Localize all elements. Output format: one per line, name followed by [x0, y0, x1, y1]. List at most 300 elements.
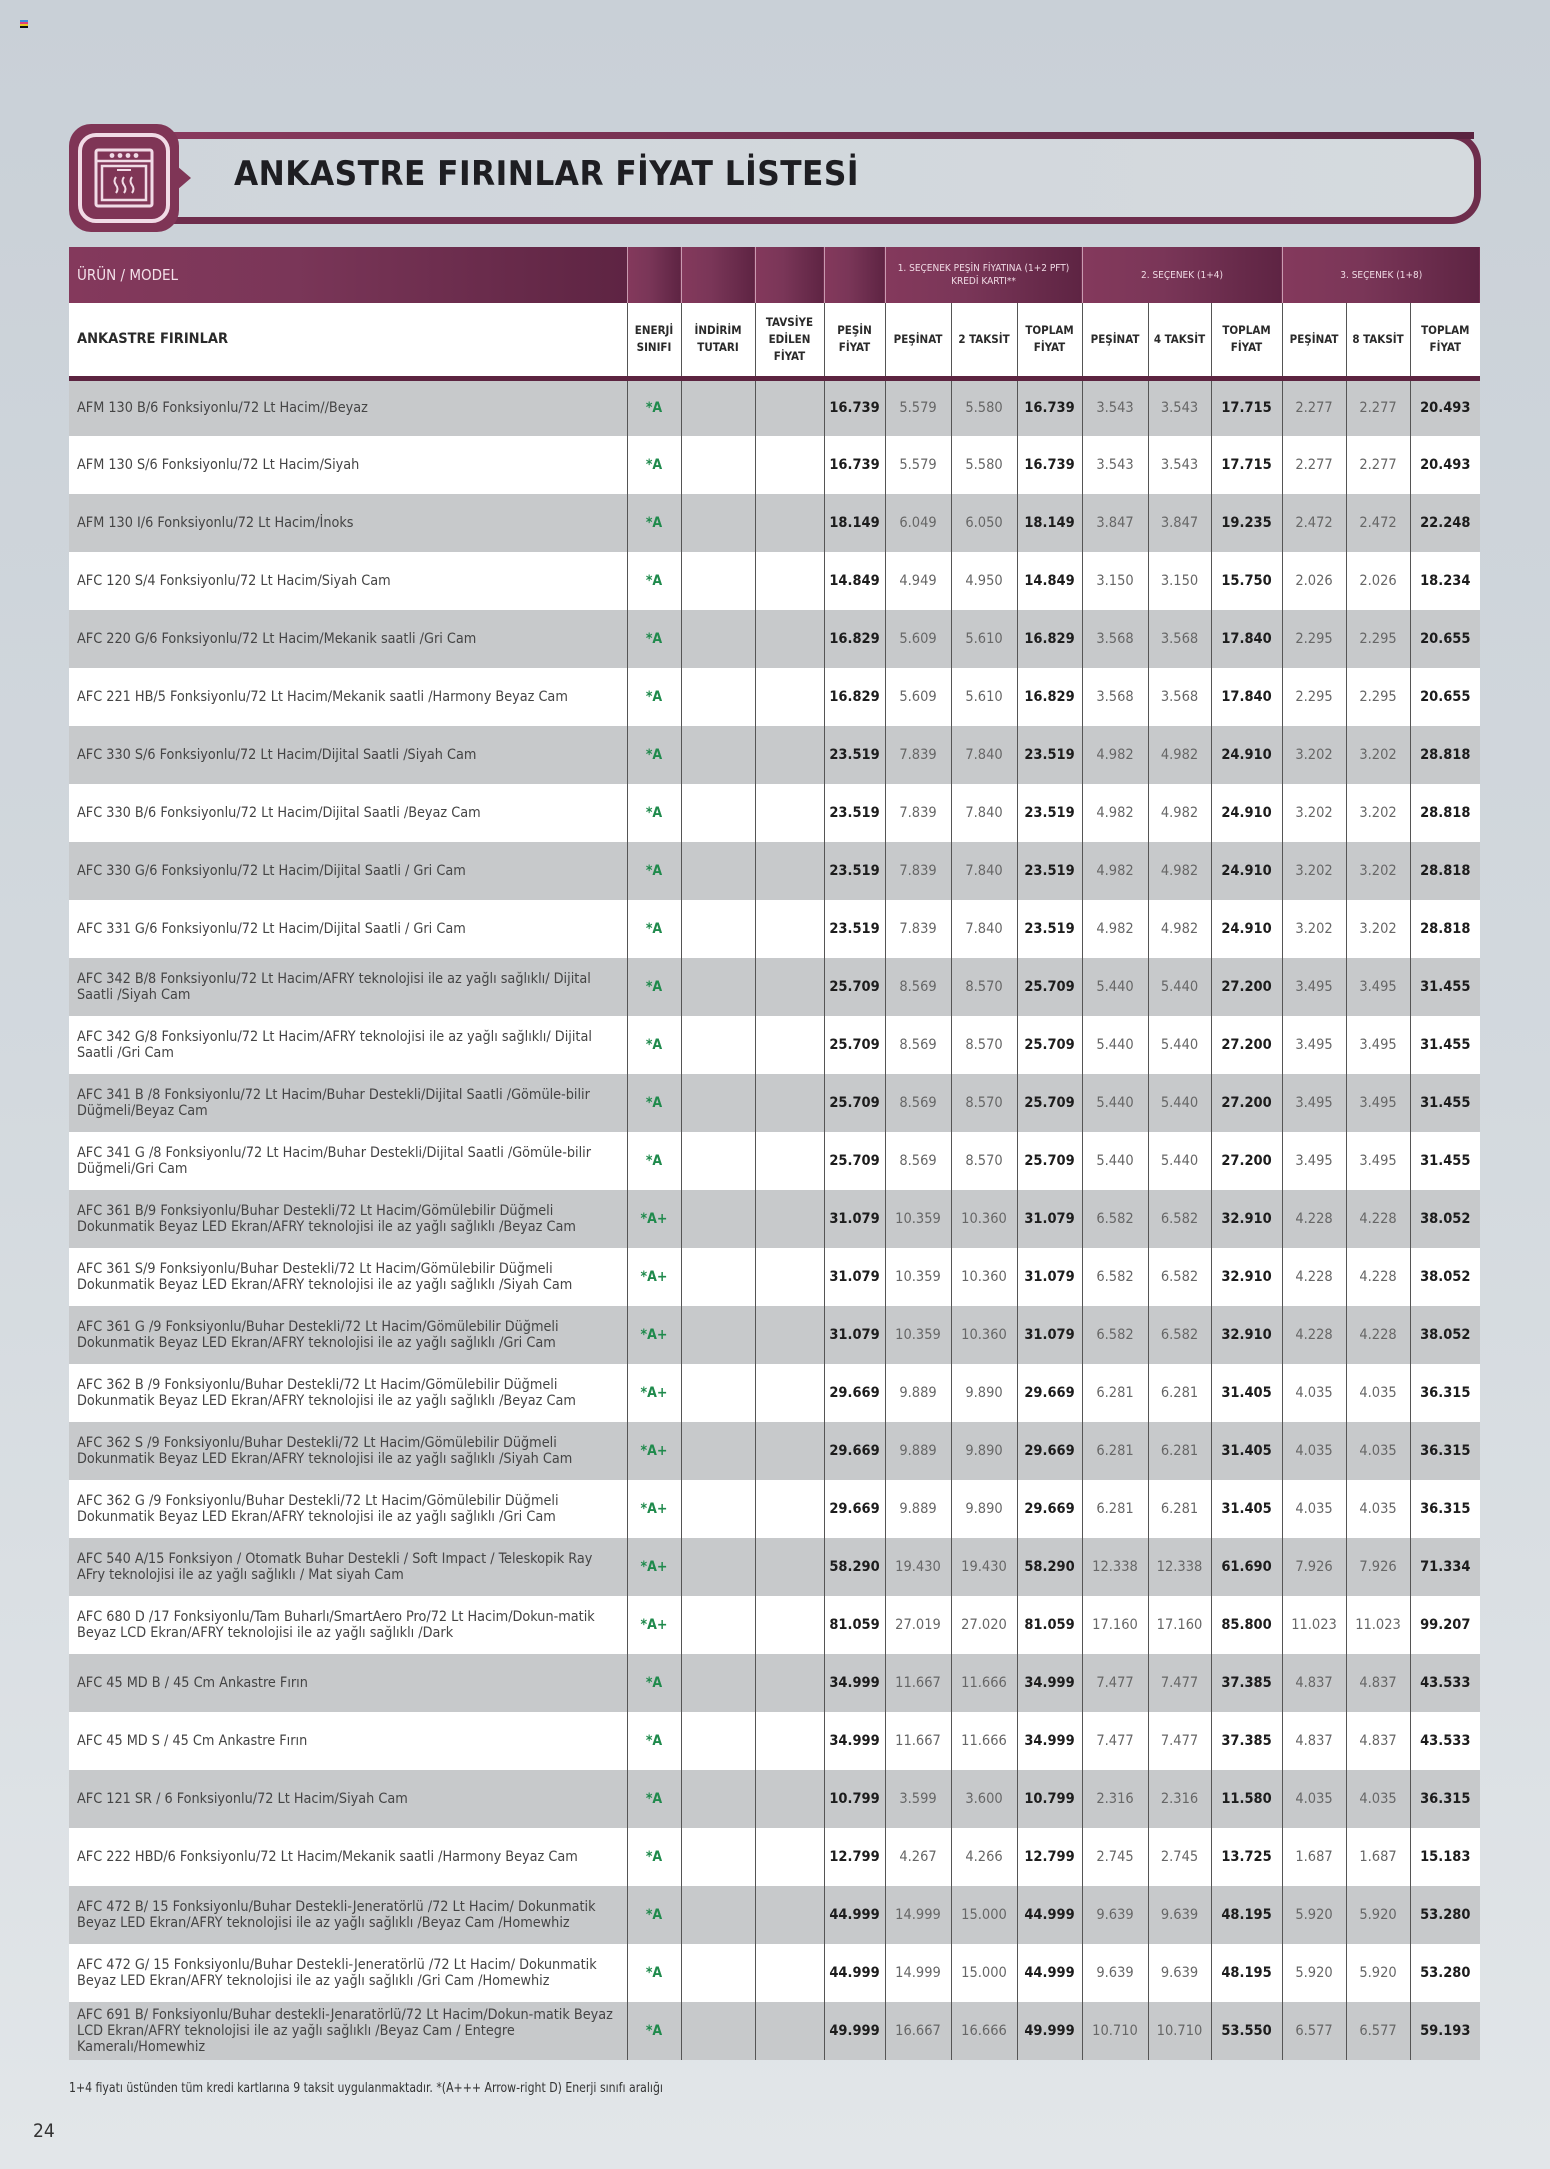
o3-down-payment-cell: 3.495	[1282, 958, 1346, 1016]
o1-down-payment-cell: 8.569	[885, 1016, 951, 1074]
o2-total-cell: 32.910	[1211, 1306, 1282, 1364]
o2-installment-cell: 5.440	[1148, 1074, 1211, 1132]
recommended-price-cell	[755, 1306, 824, 1364]
o3-total-cell: 59.193	[1410, 2002, 1480, 2060]
o3-total-cell: 31.455	[1410, 1074, 1480, 1132]
o2-total-cell: 27.200	[1211, 1132, 1282, 1190]
o3-down-payment-cell: 2.277	[1282, 378, 1346, 436]
o1-down-payment-cell: 9.889	[885, 1364, 951, 1422]
model-cell: AFC 472 B/ 15 Fonksiyonlu/Buhar Destekli-Jeneratörlü /72 Lt Hacim/ Dokunmatik Beyaz LED Ekran/AFRY teknolojisi ile az yağlı sağlıklı /Beyaz Cam /Homewhiz	[69, 1886, 627, 1944]
o1-installment-cell: 8.570	[951, 1016, 1017, 1074]
energy-class-cell: *A	[627, 2002, 681, 2060]
o3-installment-cell: 3.202	[1346, 842, 1410, 900]
o2-total-cell: 32.910	[1211, 1190, 1282, 1248]
header-option-1: 1. SEÇENEK PEŞİN FİYATINA (1+2 PFT) KREDİ KARTI**	[885, 247, 1082, 303]
o2-installment-cell: 6.582	[1148, 1306, 1211, 1364]
energy-class-cell: *A	[627, 726, 681, 784]
o2-total-cell: 31.405	[1211, 1480, 1282, 1538]
o1-total-cell: 44.999	[1017, 1944, 1082, 2002]
o3-down-payment-cell: 3.202	[1282, 726, 1346, 784]
o3-total-cell: 38.052	[1410, 1248, 1480, 1306]
o2-down-payment-cell: 2.745	[1082, 1828, 1148, 1886]
table-row	[69, 1190, 1480, 1248]
o3-down-payment-cell: 4.228	[1282, 1248, 1346, 1306]
o1-total-cell: 34.999	[1017, 1654, 1082, 1712]
o1-installment-cell: 5.580	[951, 436, 1017, 494]
recommended-price-cell	[755, 1480, 824, 1538]
model-cell: AFC 222 HBD/6 Fonksiyonlu/72 Lt Hacim/Mekanik saatli /Harmony Beyaz Cam	[69, 1828, 627, 1886]
o3-down-payment-cell: 7.926	[1282, 1538, 1346, 1596]
o3-down-payment-cell: 2.472	[1282, 494, 1346, 552]
header-discount: İNDİRİM TUTARI	[681, 303, 755, 378]
cash-price-cell: 34.999	[824, 1712, 885, 1770]
o2-down-payment-cell: 6.281	[1082, 1422, 1148, 1480]
o3-down-payment-cell: 3.495	[1282, 1132, 1346, 1190]
o3-down-payment-cell: 3.202	[1282, 784, 1346, 842]
o2-down-payment-cell: 5.440	[1082, 1074, 1148, 1132]
o2-total-cell: 17.840	[1211, 610, 1282, 668]
model-cell: AFC 342 G/8 Fonksiyonlu/72 Lt Hacim/AFRY teknolojisi ile az yağlı sağlıklı/ Dijital Saatli /Gri Cam	[69, 1016, 627, 1074]
header-o3-installment: 8 TAKSİT	[1346, 303, 1410, 378]
o1-installment-cell: 4.266	[951, 1828, 1017, 1886]
o3-installment-cell: 4.035	[1346, 1770, 1410, 1828]
o1-installment-cell: 16.666	[951, 2002, 1017, 2060]
o3-down-payment-cell: 11.023	[1282, 1596, 1346, 1654]
cash-price-cell: 16.829	[824, 610, 885, 668]
table-row	[69, 1944, 1480, 2002]
o1-installment-cell: 5.580	[951, 378, 1017, 436]
o3-installment-cell: 4.837	[1346, 1654, 1410, 1712]
o2-total-cell: 24.910	[1211, 900, 1282, 958]
footnote: 1+4 fiyatı üstünden tüm kredi kartlarına 9 taksit uygulanmaktadır. *(A+++ Arrow-right D) Enerji sınıfı aralığı	[69, 2080, 663, 2096]
o3-total-cell: 99.207	[1410, 1596, 1480, 1654]
o3-installment-cell: 3.495	[1346, 1074, 1410, 1132]
o2-down-payment-cell: 7.477	[1082, 1654, 1148, 1712]
o3-total-cell: 43.533	[1410, 1712, 1480, 1770]
o1-installment-cell: 8.570	[951, 958, 1017, 1016]
discount-cell	[681, 1944, 755, 2002]
o2-installment-cell: 6.582	[1148, 1190, 1211, 1248]
energy-class-cell: *A+	[627, 1306, 681, 1364]
o3-total-cell: 28.818	[1410, 726, 1480, 784]
o3-installment-cell: 2.295	[1346, 610, 1410, 668]
recommended-price-cell	[755, 726, 824, 784]
cash-price-cell: 25.709	[824, 1016, 885, 1074]
table-row	[69, 1828, 1480, 1886]
o2-installment-cell: 10.710	[1148, 2002, 1211, 2060]
discount-cell	[681, 1538, 755, 1596]
discount-cell	[681, 1306, 755, 1364]
o3-down-payment-cell: 2.295	[1282, 668, 1346, 726]
o1-installment-cell: 11.666	[951, 1654, 1017, 1712]
o1-down-payment-cell: 10.359	[885, 1190, 951, 1248]
header-cash-price: PEŞİN FİYAT	[824, 303, 885, 378]
model-cell: AFC 362 G /9 Fonksiyonlu/Buhar Destekli/72 Lt Hacim/Gömülebilir Düğmeli Dokunmatik Beyaz LED Ekran/AFRY teknolojisi ile az yağlı sağlıklı /Gri Cam	[69, 1480, 627, 1538]
o1-total-cell: 23.519	[1017, 842, 1082, 900]
o2-total-cell: 37.385	[1211, 1712, 1282, 1770]
o3-installment-cell: 4.228	[1346, 1190, 1410, 1248]
o1-down-payment-cell: 5.579	[885, 378, 951, 436]
model-cell: AFC 361 G /9 Fonksiyonlu/Buhar Destekli/72 Lt Hacim/Gömülebilir Düğmeli Dokunmatik Beyaz LED Ekran/AFRY teknolojisi ile az yağlı sağlıklı /Gri Cam	[69, 1306, 627, 1364]
o2-total-cell: 27.200	[1211, 958, 1282, 1016]
o2-down-payment-cell: 6.582	[1082, 1248, 1148, 1306]
o1-installment-cell: 5.610	[951, 668, 1017, 726]
o2-installment-cell: 3.543	[1148, 378, 1211, 436]
table-row	[69, 1712, 1480, 1770]
discount-cell	[681, 1712, 755, 1770]
o2-down-payment-cell: 3.568	[1082, 610, 1148, 668]
o2-total-cell: 32.910	[1211, 1248, 1282, 1306]
energy-class-cell: *A+	[627, 1480, 681, 1538]
o1-total-cell: 23.519	[1017, 900, 1082, 958]
recommended-price-cell	[755, 958, 824, 1016]
o1-total-cell: 25.709	[1017, 1016, 1082, 1074]
o2-installment-cell: 9.639	[1148, 1944, 1211, 2002]
o2-total-cell: 24.910	[1211, 842, 1282, 900]
recommended-price-cell	[755, 1132, 824, 1190]
model-cell: AFC 331 G/6 Fonksiyonlu/72 Lt Hacim/Dijital Saatli / Gri Cam	[69, 900, 627, 958]
o3-down-payment-cell: 4.837	[1282, 1654, 1346, 1712]
o3-installment-cell: 6.577	[1346, 2002, 1410, 2060]
o2-down-payment-cell: 3.847	[1082, 494, 1148, 552]
o3-installment-cell: 4.035	[1346, 1422, 1410, 1480]
print-registration-mark	[20, 20, 28, 28]
o3-down-payment-cell: 4.837	[1282, 1712, 1346, 1770]
o1-installment-cell: 10.360	[951, 1248, 1017, 1306]
header-recommended-price: TAVSİYE EDİLEN FİYAT	[755, 303, 824, 378]
model-cell: AFC 361 S/9 Fonksiyonlu/Buhar Destekli/72 Lt Hacim/Gömülebilir Düğmeli Dokunmatik Beyaz LED Ekran/AFRY teknolojisi ile az yağlı sağlıklı /Siyah Cam	[69, 1248, 627, 1306]
o1-installment-cell: 7.840	[951, 784, 1017, 842]
cash-price-cell: 23.519	[824, 726, 885, 784]
o2-total-cell: 48.195	[1211, 1944, 1282, 2002]
o2-installment-cell: 9.639	[1148, 1886, 1211, 1944]
header-o3-down-payment: PEŞİNAT	[1282, 303, 1346, 378]
cash-price-cell: 25.709	[824, 1074, 885, 1132]
o1-installment-cell: 5.610	[951, 610, 1017, 668]
oven-icon	[93, 147, 155, 209]
model-cell: AFC 341 G /8 Fonksiyonlu/72 Lt Hacim/Buhar Destekli/Dijital Saatli /Gömüle-bilir Düğmeli/Gri Cam	[69, 1132, 627, 1190]
o3-down-payment-cell: 4.035	[1282, 1364, 1346, 1422]
table-row	[69, 958, 1480, 1016]
discount-cell	[681, 900, 755, 958]
o3-total-cell: 36.315	[1410, 1770, 1480, 1828]
o1-total-cell: 81.059	[1017, 1596, 1082, 1654]
energy-class-cell: *A	[627, 1132, 681, 1190]
table-row	[69, 1422, 1480, 1480]
discount-cell	[681, 668, 755, 726]
o3-total-cell: 31.455	[1410, 958, 1480, 1016]
table-row	[69, 1016, 1480, 1074]
o2-down-payment-cell: 7.477	[1082, 1712, 1148, 1770]
table-row	[69, 1886, 1480, 1944]
energy-class-cell: *A	[627, 378, 681, 436]
o1-total-cell: 58.290	[1017, 1538, 1082, 1596]
model-cell: AFC 120 S/4 Fonksiyonlu/72 Lt Hacim/Siyah Cam	[69, 552, 627, 610]
recommended-price-cell	[755, 1248, 824, 1306]
energy-class-cell: *A	[627, 842, 681, 900]
table-row	[69, 1132, 1480, 1190]
o1-total-cell: 18.149	[1017, 494, 1082, 552]
o1-total-cell: 29.669	[1017, 1364, 1082, 1422]
o1-installment-cell: 6.050	[951, 494, 1017, 552]
model-cell: AFC 362 S /9 Fonksiyonlu/Buhar Destekli/72 Lt Hacim/Gömülebilir Düğmeli Dokunmatik Beyaz LED Ekran/AFRY teknolojisi ile az yağlı sağlıklı /Siyah Cam	[69, 1422, 627, 1480]
recommended-price-cell	[755, 1596, 824, 1654]
o2-down-payment-cell: 6.582	[1082, 1190, 1148, 1248]
o2-total-cell: 61.690	[1211, 1538, 1282, 1596]
o2-down-payment-cell: 6.281	[1082, 1364, 1148, 1422]
o2-installment-cell: 6.281	[1148, 1422, 1211, 1480]
o1-down-payment-cell: 5.609	[885, 668, 951, 726]
o3-down-payment-cell: 4.228	[1282, 1306, 1346, 1364]
o3-total-cell: 20.493	[1410, 436, 1480, 494]
o2-down-payment-cell: 3.568	[1082, 668, 1148, 726]
cash-price-cell: 29.669	[824, 1422, 885, 1480]
o1-total-cell: 25.709	[1017, 958, 1082, 1016]
o3-total-cell: 43.533	[1410, 1654, 1480, 1712]
recommended-price-cell	[755, 378, 824, 436]
header-energy-class: ENERJİ SINIFI	[627, 303, 681, 378]
table-group-header-row	[69, 247, 1480, 303]
cash-price-cell: 16.739	[824, 436, 885, 494]
cash-price-cell: 34.999	[824, 1654, 885, 1712]
o3-total-cell: 36.315	[1410, 1480, 1480, 1538]
o3-installment-cell: 2.277	[1346, 436, 1410, 494]
cash-price-cell: 44.999	[824, 1886, 885, 1944]
o1-installment-cell: 15.000	[951, 1886, 1017, 1944]
o1-total-cell: 44.999	[1017, 1886, 1082, 1944]
energy-class-cell: *A	[627, 900, 681, 958]
discount-cell	[681, 1828, 755, 1886]
o2-installment-cell: 6.582	[1148, 1248, 1211, 1306]
o3-total-cell: 38.052	[1410, 1190, 1480, 1248]
header-o1-installment: 2 TAKSİT	[951, 303, 1017, 378]
o2-down-payment-cell: 4.982	[1082, 784, 1148, 842]
o1-down-payment-cell: 4.267	[885, 1828, 951, 1886]
o3-down-payment-cell: 3.495	[1282, 1074, 1346, 1132]
energy-class-cell: *A	[627, 668, 681, 726]
model-cell: AFM 130 B/6 Fonksiyonlu/72 Lt Hacim//Beyaz	[69, 378, 627, 436]
o2-total-cell: 13.725	[1211, 1828, 1282, 1886]
energy-class-cell: *A	[627, 1944, 681, 2002]
o2-installment-cell: 3.543	[1148, 436, 1211, 494]
recommended-price-cell	[755, 668, 824, 726]
header-product-model: ÜRÜN / MODEL	[69, 247, 627, 303]
o3-total-cell: 38.052	[1410, 1306, 1480, 1364]
table-row	[69, 610, 1480, 668]
energy-class-cell: *A+	[627, 1596, 681, 1654]
recommended-price-cell	[755, 1074, 824, 1132]
o2-installment-cell: 5.440	[1148, 958, 1211, 1016]
o1-installment-cell: 9.890	[951, 1422, 1017, 1480]
energy-class-cell: *A+	[627, 1364, 681, 1422]
o2-total-cell: 17.715	[1211, 378, 1282, 436]
o1-installment-cell: 15.000	[951, 1944, 1017, 2002]
o3-down-payment-cell: 6.577	[1282, 2002, 1346, 2060]
o3-total-cell: 15.183	[1410, 1828, 1480, 1886]
recommended-price-cell	[755, 494, 824, 552]
table-row	[69, 1074, 1480, 1132]
table-row	[69, 1248, 1480, 1306]
o1-total-cell: 49.999	[1017, 2002, 1082, 2060]
cash-price-cell: 44.999	[824, 1944, 885, 2002]
o2-down-payment-cell: 4.982	[1082, 726, 1148, 784]
o2-down-payment-cell: 9.639	[1082, 1944, 1148, 2002]
discount-cell	[681, 1886, 755, 1944]
recommended-price-cell	[755, 900, 824, 958]
o3-total-cell: 28.818	[1410, 784, 1480, 842]
o3-total-cell: 20.655	[1410, 610, 1480, 668]
o2-total-cell: 17.715	[1211, 436, 1282, 494]
header-blank	[627, 247, 681, 303]
energy-class-cell: *A+	[627, 1248, 681, 1306]
cash-price-cell: 31.079	[824, 1248, 885, 1306]
header-o2-total: TOPLAM FİYAT	[1211, 303, 1282, 378]
o3-installment-cell: 3.202	[1346, 726, 1410, 784]
recommended-price-cell	[755, 842, 824, 900]
o1-installment-cell: 10.360	[951, 1190, 1017, 1248]
o2-installment-cell: 5.440	[1148, 1132, 1211, 1190]
o1-installment-cell: 27.020	[951, 1596, 1017, 1654]
discount-cell	[681, 726, 755, 784]
o1-installment-cell: 9.890	[951, 1364, 1017, 1422]
energy-class-cell: *A	[627, 1712, 681, 1770]
o3-installment-cell: 3.495	[1346, 958, 1410, 1016]
energy-class-cell: *A	[627, 1828, 681, 1886]
o3-down-payment-cell: 4.228	[1282, 1190, 1346, 1248]
price-table	[69, 247, 1480, 2060]
model-cell: AFC 540 A/15 Fonksiyon / Otomatk Buhar Destekli / Soft Impact / Teleskopik Ray AFry teknolojisi ile az yağlı sağlıklı / Mat siyah Cam	[69, 1538, 627, 1596]
table-row	[69, 1654, 1480, 1712]
o2-installment-cell: 12.338	[1148, 1538, 1211, 1596]
discount-cell	[681, 842, 755, 900]
o2-installment-cell: 3.568	[1148, 668, 1211, 726]
discount-cell	[681, 1596, 755, 1654]
o3-down-payment-cell: 5.920	[1282, 1944, 1346, 2002]
table-column-header-row	[69, 303, 1480, 378]
o3-down-payment-cell: 3.202	[1282, 842, 1346, 900]
cash-price-cell: 16.739	[824, 378, 885, 436]
o1-installment-cell: 10.360	[951, 1306, 1017, 1364]
o1-total-cell: 12.799	[1017, 1828, 1082, 1886]
o2-down-payment-cell: 3.543	[1082, 378, 1148, 436]
o1-down-payment-cell: 11.667	[885, 1712, 951, 1770]
discount-cell	[681, 1770, 755, 1828]
o1-total-cell: 29.669	[1017, 1422, 1082, 1480]
o1-down-payment-cell: 7.839	[885, 726, 951, 784]
o3-down-payment-cell: 1.687	[1282, 1828, 1346, 1886]
o3-total-cell: 28.818	[1410, 900, 1480, 958]
o2-total-cell: 31.405	[1211, 1364, 1282, 1422]
energy-class-cell: *A	[627, 784, 681, 842]
o1-total-cell: 34.999	[1017, 1712, 1082, 1770]
o3-down-payment-cell: 4.035	[1282, 1770, 1346, 1828]
discount-cell	[681, 1190, 755, 1248]
energy-class-cell: *A	[627, 1770, 681, 1828]
o1-total-cell: 16.739	[1017, 378, 1082, 436]
model-cell: AFC 220 G/6 Fonksiyonlu/72 Lt Hacim/Mekanik saatli /Gri Cam	[69, 610, 627, 668]
header-o2-installment: 4 TAKSİT	[1148, 303, 1211, 378]
cash-price-cell: 12.799	[824, 1828, 885, 1886]
o3-installment-cell: 3.202	[1346, 900, 1410, 958]
recommended-price-cell	[755, 1654, 824, 1712]
energy-class-cell: *A	[627, 1654, 681, 1712]
discount-cell	[681, 1132, 755, 1190]
o2-installment-cell: 6.281	[1148, 1364, 1211, 1422]
discount-cell	[681, 1248, 755, 1306]
o3-installment-cell: 5.920	[1346, 1944, 1410, 2002]
o2-total-cell: 11.580	[1211, 1770, 1282, 1828]
o3-total-cell: 36.315	[1410, 1364, 1480, 1422]
discount-cell	[681, 958, 755, 1016]
o1-down-payment-cell: 8.569	[885, 958, 951, 1016]
o1-total-cell: 25.709	[1017, 1132, 1082, 1190]
o1-total-cell: 31.079	[1017, 1248, 1082, 1306]
o3-down-payment-cell: 2.295	[1282, 610, 1346, 668]
o2-total-cell: 27.200	[1211, 1016, 1282, 1074]
o1-down-payment-cell: 11.667	[885, 1654, 951, 1712]
o1-down-payment-cell: 5.579	[885, 436, 951, 494]
model-cell: AFC 121 SR / 6 Fonksiyonlu/72 Lt Hacim/Siyah Cam	[69, 1770, 627, 1828]
recommended-price-cell	[755, 2002, 824, 2060]
o2-down-payment-cell: 10.710	[1082, 2002, 1148, 2060]
o3-down-payment-cell: 5.920	[1282, 1886, 1346, 1944]
table-row	[69, 378, 1480, 436]
o3-installment-cell: 3.495	[1346, 1132, 1410, 1190]
o2-down-payment-cell: 5.440	[1082, 1016, 1148, 1074]
o1-down-payment-cell: 8.569	[885, 1132, 951, 1190]
discount-cell	[681, 1016, 755, 1074]
model-cell: AFC 221 HB/5 Fonksiyonlu/72 Lt Hacim/Mekanik saatli /Harmony Beyaz Cam	[69, 668, 627, 726]
recommended-price-cell	[755, 1190, 824, 1248]
o3-installment-cell: 4.837	[1346, 1712, 1410, 1770]
cash-price-cell: 25.709	[824, 1132, 885, 1190]
o2-total-cell: 53.550	[1211, 2002, 1282, 2060]
o2-total-cell: 27.200	[1211, 1074, 1282, 1132]
o3-installment-cell: 2.295	[1346, 668, 1410, 726]
o3-installment-cell: 4.228	[1346, 1248, 1410, 1306]
o2-installment-cell: 6.281	[1148, 1480, 1211, 1538]
o1-installment-cell: 19.430	[951, 1538, 1017, 1596]
table-row	[69, 2002, 1480, 2060]
recommended-price-cell	[755, 1886, 824, 1944]
o1-installment-cell: 8.570	[951, 1074, 1017, 1132]
table-row	[69, 668, 1480, 726]
o2-installment-cell: 3.150	[1148, 552, 1211, 610]
o3-total-cell: 71.334	[1410, 1538, 1480, 1596]
model-cell: AFC 472 G/ 15 Fonksiyonlu/Buhar Destekli-Jeneratörlü /72 Lt Hacim/ Dokunmatik Beyaz LED Ekran/AFRY teknolojisi ile az yağlı sağlıklı /Gri Cam /Homewhiz	[69, 1944, 627, 2002]
table-row	[69, 494, 1480, 552]
cash-price-cell: 25.709	[824, 958, 885, 1016]
discount-cell	[681, 436, 755, 494]
cash-price-cell: 29.669	[824, 1364, 885, 1422]
model-cell: AFC 691 B/ Fonksiyonlu/Buhar destekli-Jenaratörlü/72 Lt Hacim/Dokun-matik Beyaz LCD Ekran/AFRY teknolojisi ile az yağlı sağlıklı /Beyaz Cam / Entegre Kameralı/Homewhiz	[69, 2002, 627, 2060]
table-row	[69, 1306, 1480, 1364]
energy-class-cell: *A	[627, 610, 681, 668]
o2-installment-cell: 5.440	[1148, 1016, 1211, 1074]
o2-down-payment-cell: 6.582	[1082, 1306, 1148, 1364]
recommended-price-cell	[755, 1770, 824, 1828]
table-row	[69, 726, 1480, 784]
o3-installment-cell: 5.920	[1346, 1886, 1410, 1944]
o1-down-payment-cell: 7.839	[885, 900, 951, 958]
table-row	[69, 1596, 1480, 1654]
energy-class-cell: *A	[627, 1016, 681, 1074]
o2-down-payment-cell: 3.150	[1082, 552, 1148, 610]
o3-total-cell: 28.818	[1410, 842, 1480, 900]
table-row	[69, 552, 1480, 610]
o1-total-cell: 31.079	[1017, 1306, 1082, 1364]
table-row	[69, 842, 1480, 900]
